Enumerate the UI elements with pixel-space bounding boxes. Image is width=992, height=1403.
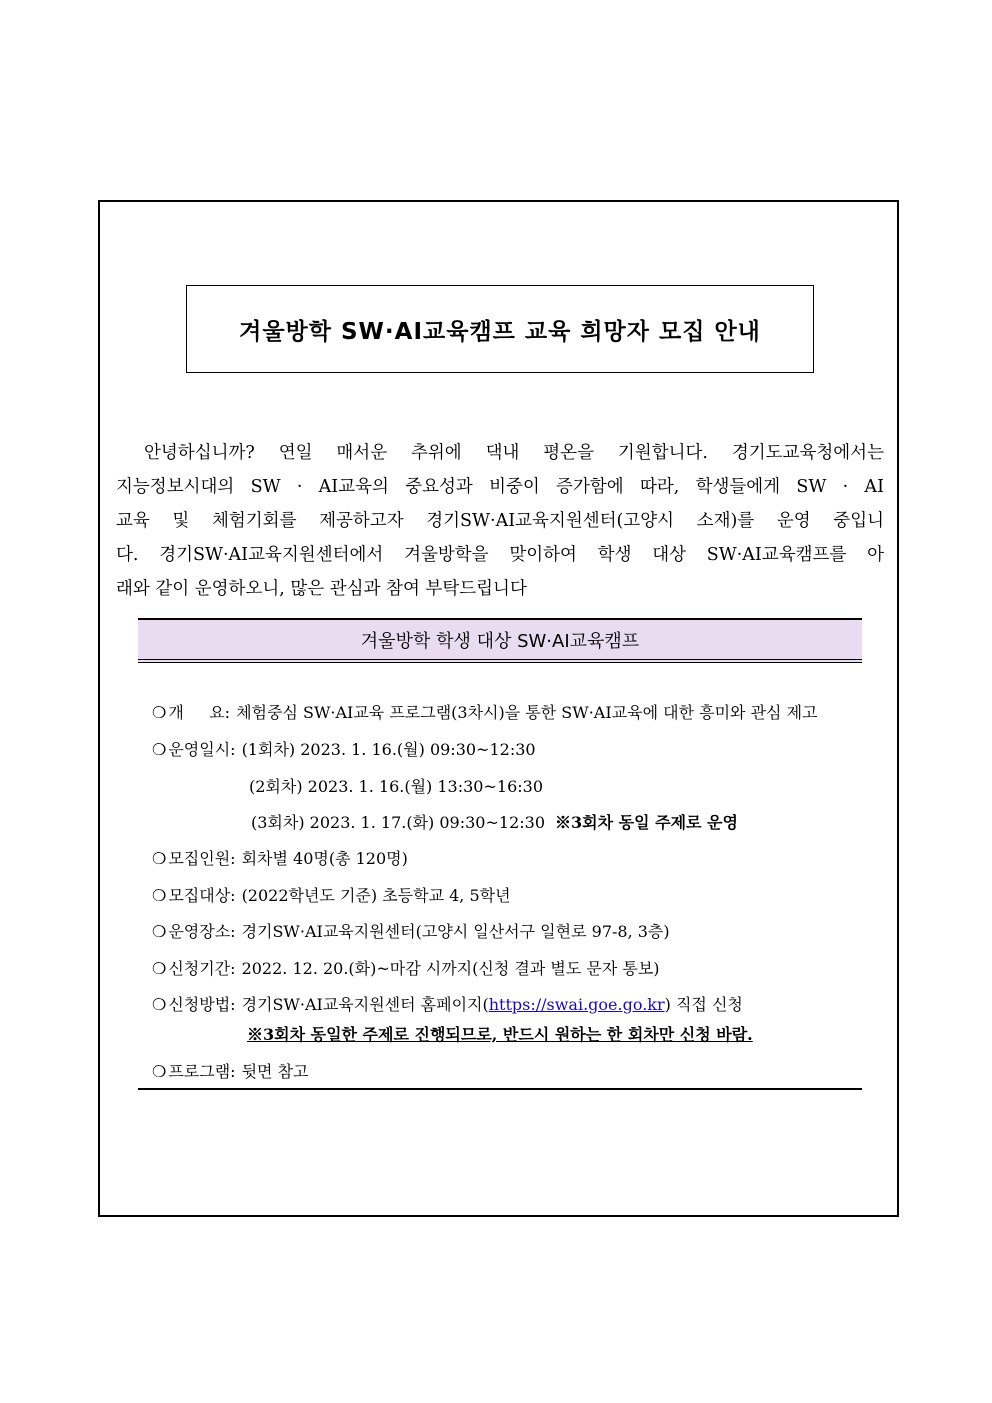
- program-label: 프로그램:: [168, 1062, 236, 1081]
- homepage-link[interactable]: https://swai.goe.go.kr: [488, 995, 665, 1014]
- period-value: 2022. 12. 20.(화)~마감 시까지(신청 결과 별도 문자 통보): [241, 959, 660, 978]
- method-row: [152, 992, 743, 1015]
- intro-paragraph: [116, 436, 884, 606]
- method-suffix: ) 직접 신청: [664, 995, 743, 1014]
- bottom-divider: [138, 1088, 862, 1090]
- period-label: 신청기간:: [168, 959, 236, 978]
- title-box: [186, 285, 814, 373]
- bullet-icon: ❍: [152, 922, 167, 941]
- schedule-session-2: (2회차) 2023. 1. 16.(월) 13:30~16:30: [249, 777, 544, 796]
- page-title: 겨울방학 SW·AI교육캠프 교육 희망자 모집 안내: [239, 318, 761, 345]
- schedule-note: ※3회차 동일 주제로 운영: [555, 813, 738, 832]
- venue-value: 경기SW·AI교육지원센터(고양시 일산서구 일현로 97-8, 3층): [241, 922, 670, 941]
- target-value: (2022학년도 기준) 초등학교 4, 5학년: [241, 886, 511, 905]
- bullet-icon: ❍: [152, 703, 167, 722]
- schedule-row-3: [251, 810, 738, 833]
- target-row: [152, 883, 511, 906]
- intro-line: 지능정보시대의 SW · AI교육의 중요성과 비중이 증가함에 따라, 학생들에게 SW · AI: [116, 477, 884, 497]
- intro-line: 교육 및 체험기회를 제공하고자 경기SW·AI교육지원센터(고양시 소재)를 운영 중입니: [116, 511, 885, 531]
- schedule-session-3: (3회차) 2023. 1. 17.(화) 09:30~12:30: [251, 813, 546, 832]
- method-label: 신청방법:: [168, 995, 236, 1014]
- bullet-icon: ❍: [152, 886, 167, 905]
- intro-line: 안녕하십니까? 연일 매서운 추위에 댁내 평온을 기원합니다. 경기도교육청에서는: [144, 443, 884, 463]
- period-row: [152, 956, 660, 979]
- method-notice-row: [247, 1022, 753, 1045]
- section-title: 겨울방학 학생 대상 SW·AI교육캠프: [360, 630, 640, 652]
- schedule-row-2: [249, 774, 543, 797]
- bullet-icon: ❍: [152, 959, 167, 978]
- target-label: 모집대상:: [168, 886, 236, 905]
- venue-label: 운영장소:: [168, 922, 236, 941]
- overview-row: [152, 700, 817, 723]
- bullet-icon: ❍: [152, 995, 167, 1014]
- overview-label: 개 요:: [168, 703, 231, 722]
- bullet-icon: ❍: [152, 1062, 167, 1081]
- method-notice: ※3회차 동일한 주제로 진행되므로, 반드시 원하는 한 회차만 신청 바람.: [247, 1025, 753, 1044]
- schedule-row: [152, 737, 536, 760]
- schedule-session-1: (1회차) 2023. 1. 16.(월) 09:30~12:30: [241, 740, 536, 759]
- capacity-label: 모집인원:: [168, 849, 236, 868]
- bullet-icon: ❍: [152, 740, 167, 759]
- program-row: [152, 1059, 308, 1082]
- intro-line: 다. 경기SW·AI교육지원센터에서 겨울방학을 맞이하여 학생 대상 SW·AI교육캠프를 아: [116, 545, 884, 565]
- method-value: [242, 992, 743, 1015]
- overview-value: 체험중심 SW·AI교육 프로그램(3차시)을 통한 SW·AI교육에 대한 흥미와 관심 제고: [236, 703, 818, 722]
- schedule-label: 운영일시:: [168, 740, 236, 759]
- section-header: [138, 618, 862, 663]
- intro-line: 래와 같이 운영하오니, 많은 관심과 참여 부탁드립니다: [116, 579, 527, 599]
- venue-row: [152, 919, 670, 942]
- method-prefix: 경기SW·AI교육지원센터 홈페이지(: [241, 995, 489, 1014]
- program-value: 뒷면 참고: [241, 1062, 309, 1081]
- capacity-value: 회차별 40명(총 120명): [241, 849, 408, 868]
- bullet-icon: ❍: [152, 849, 167, 868]
- capacity-row: [152, 846, 408, 869]
